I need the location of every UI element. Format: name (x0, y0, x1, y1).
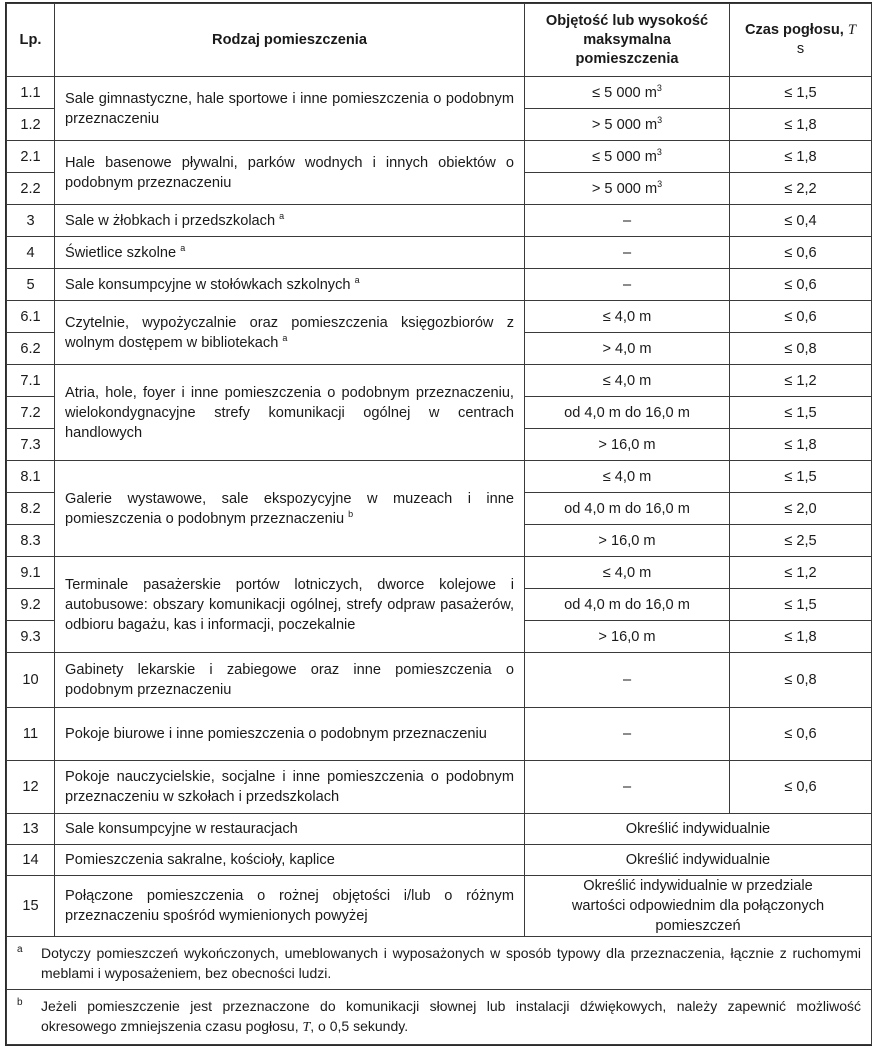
reverb-cell: ≤ 0,8 (730, 333, 872, 365)
table-row (7, 814, 872, 845)
volume-cell: od 4,0 m do 16,0 m (525, 397, 730, 429)
volume-cell: – (525, 708, 730, 761)
row-lp: 3 (7, 205, 55, 237)
room-type-cell: Pomieszczenia sakralne, kościoły, kaplice (55, 845, 525, 876)
room-type-cell: Galerie wystawowe, sale ekspozycyjne w muzeach i inne pomieszczenia o podobnym przeznaczeniu $^b$ (55, 461, 525, 557)
row-lp: 12 (7, 761, 55, 814)
row-lp: 8.2 (7, 493, 55, 525)
reverb-cell: ≤ 0,6 (730, 708, 872, 761)
room-type-cell: Połączone pomieszczenia o rożnej objętości i/lub o różnym przeznaczeniu spośród wymienionych powyżej (55, 876, 525, 937)
merged-value-cell: Określić indywidualnie (525, 814, 872, 845)
row-lp: 2.2 (7, 173, 55, 205)
merged-value-cell: Określić indywidualnie (525, 845, 872, 876)
volume-cell: ≤ 5 000 $m^3$ (525, 141, 730, 173)
room-type-cell: Atria, hole, foyer i inne pomieszczenia o podobnym przeznaczeniu, wielokondygnacyjne strefy komunikacji ogólnej w centrach handlowych (55, 365, 525, 461)
footnote-b-text: Jeżeli pomieszczenie jest przeznaczone do komunikacji słownej lub instalacji dźwiękowych, należy zapewnić możliwość okresowego zmniejszenia czasu pogłosu, T, o 0,5 sekundy. (41, 998, 861, 1035)
volume-cell: ≤ 5 000 $m^3$ (525, 77, 730, 109)
room-type-cell: Sale gimnastyczne, hale sportowe i inne pomieszczenia o podobnym przeznaczeniu (55, 77, 525, 141)
table-row (7, 876, 872, 937)
row-lp: 4 (7, 237, 55, 269)
reverb-cell: ≤ 1,5 (730, 589, 872, 621)
row-lp: 13 (7, 814, 55, 845)
reverb-cell: ≤ 1,8 (730, 141, 872, 173)
room-type-cell: Pokoje biurowe i inne pomieszczenia o podobnym przeznaczeniu (55, 708, 525, 761)
volume-cell: ≤ 4,0 m (525, 365, 730, 397)
footnote-a-mark: a (17, 944, 23, 955)
table-row (7, 205, 872, 237)
row-lp: 6.2 (7, 333, 55, 365)
volume-cell: > 4,0 m (525, 333, 730, 365)
table-row (7, 301, 872, 333)
table-row (7, 761, 872, 814)
reverb-cell: ≤ 0,6 (730, 301, 872, 333)
row-lp: 8.1 (7, 461, 55, 493)
room-type-cell: Hale basenowe pływalni, parków wodnych i innych obiektów o podobnym przeznaczeniu (55, 141, 525, 205)
room-type-cell: Czytelnie, wypożyczalnie oraz pomieszczenia księgozbiorów z wolnym dostępem w bibliotekach $^a$ (55, 301, 525, 365)
volume-cell: > 16,0 m (525, 525, 730, 557)
reverb-cell: ≤ 2,0 (730, 493, 872, 525)
volume-cell: > 5 000 $m^3$ (525, 109, 730, 141)
row-lp: 10 (7, 653, 55, 708)
row-lp: 11 (7, 708, 55, 761)
reverb-cell: ≤ 1,8 (730, 429, 872, 461)
reverberation-time-table (6, 3, 872, 1045)
room-type-cell: Terminale pasażerskie portów lotniczych, dworce kolejowe i autobusowe: obszary komunikacji ogólnej, strefy odpraw pasażerów, odbioru bagażu, kas i informacji, poczekalnie (55, 557, 525, 653)
footnote-a (7, 937, 871, 989)
table-row (7, 557, 872, 589)
reverb-cell: ≤ 1,5 (730, 397, 872, 429)
table-row (7, 237, 872, 269)
footnotes-row (7, 937, 872, 1045)
row-lp: 9.2 (7, 589, 55, 621)
volume-cell: od 4,0 m do 16,0 m (525, 589, 730, 621)
reverb-cell: ≤ 0,6 (730, 761, 872, 814)
reverb-cell: ≤ 1,8 (730, 109, 872, 141)
table-row (7, 269, 872, 301)
table-row (7, 653, 872, 708)
reverb-cell: ≤ 1,8 (730, 621, 872, 653)
volume-cell: ≤ 4,0 m (525, 301, 730, 333)
row-lp: 15 (7, 876, 55, 937)
row-lp: 1.2 (7, 109, 55, 141)
room-type-cell: Gabinety lekarskie i zabiegowe oraz inne pomieszczenia o podobnym przeznaczeniu (55, 653, 525, 708)
reverb-cell: ≤ 2,5 (730, 525, 872, 557)
row-lp: 6.1 (7, 301, 55, 333)
header-lp: Lp. (7, 4, 55, 77)
row-lp: 9.3 (7, 621, 55, 653)
footnote-b-mark: b (17, 997, 23, 1008)
table-row (7, 141, 872, 173)
volume-cell: – (525, 269, 730, 301)
row-lp: 9.1 (7, 557, 55, 589)
merged-value-cell: Określić indywidualnie w przedziale wartości odpowiednim dla połączonych pomieszczeń (525, 876, 872, 937)
footnote-a-text: Dotyczy pomieszczeń wykończonych, umeblowanych i wyposażonych w sposób typowy dla przeznaczenia, łącznie z ruchomymi meblami i wyposażeniem, bez obecności ludzi. (41, 945, 861, 981)
reverb-cell: ≤ 2,2 (730, 173, 872, 205)
volume-cell: – (525, 237, 730, 269)
row-lp: 7.1 (7, 365, 55, 397)
header-room-type: Rodzaj pomieszczenia (55, 4, 525, 77)
table-row (7, 365, 872, 397)
reverb-cell: ≤ 1,2 (730, 557, 872, 589)
volume-cell: od 4,0 m do 16,0 m (525, 493, 730, 525)
row-lp: 5 (7, 269, 55, 301)
reverb-cell: ≤ 0,8 (730, 653, 872, 708)
reverberation-table-frame (5, 2, 872, 1046)
reverb-cell: ≤ 1,2 (730, 365, 872, 397)
volume-cell: > 16,0 m (525, 429, 730, 461)
header-reverb-symbol: T (847, 22, 857, 38)
volume-cell: – (525, 761, 730, 814)
row-lp: 14 (7, 845, 55, 876)
room-type-cell: Sale konsumpcyjne w restauracjach (55, 814, 525, 845)
reverb-cell: ≤ 1,5 (730, 461, 872, 493)
room-type-cell: Świetlice szkolne $^a$ (55, 237, 525, 269)
reverb-cell: ≤ 0,6 (730, 269, 872, 301)
row-lp: 7.2 (7, 397, 55, 429)
header-reverb-unit: s (796, 41, 805, 57)
volume-cell: > 5 000 $m^3$ (525, 173, 730, 205)
table-header-row (7, 4, 872, 77)
header-volume (525, 4, 730, 77)
table-row (7, 461, 872, 493)
row-lp: 2.1 (7, 141, 55, 173)
room-type-cell: Pokoje nauczycielskie, socjalne i inne pomieszczenia o podobnym przeznaczeniu w szkołach i przedszkolach (55, 761, 525, 814)
row-lp: 7.3 (7, 429, 55, 461)
reverb-cell: ≤ 1,5 (730, 77, 872, 109)
header-reverb-label: Czas pogłosu, (744, 22, 844, 38)
footnote-b (7, 989, 871, 1044)
footnotes-cell (7, 937, 872, 1045)
reverb-cell: ≤ 0,4 (730, 205, 872, 237)
row-lp: 8.3 (7, 525, 55, 557)
volume-cell: ≤ 4,0 m (525, 557, 730, 589)
row-lp: 1.1 (7, 77, 55, 109)
volume-cell: – (525, 653, 730, 708)
table-row (7, 845, 872, 876)
volume-cell: – (525, 205, 730, 237)
reverb-cell: ≤ 0,6 (730, 237, 872, 269)
header-volume-text: Objętość lub wysokość maksymalna pomieszczenia (545, 12, 709, 67)
header-reverb-time (730, 4, 872, 77)
table-row (7, 77, 872, 109)
volume-cell: ≤ 4,0 m (525, 461, 730, 493)
volume-cell: > 16,0 m (525, 621, 730, 653)
room-type-cell: Sale konsumpcyjne w stołówkach szkolnych $^a$ (55, 269, 525, 301)
room-type-cell: Sale w żłobkach i przedszkolach $^a$ (55, 205, 525, 237)
table-row (7, 708, 872, 761)
